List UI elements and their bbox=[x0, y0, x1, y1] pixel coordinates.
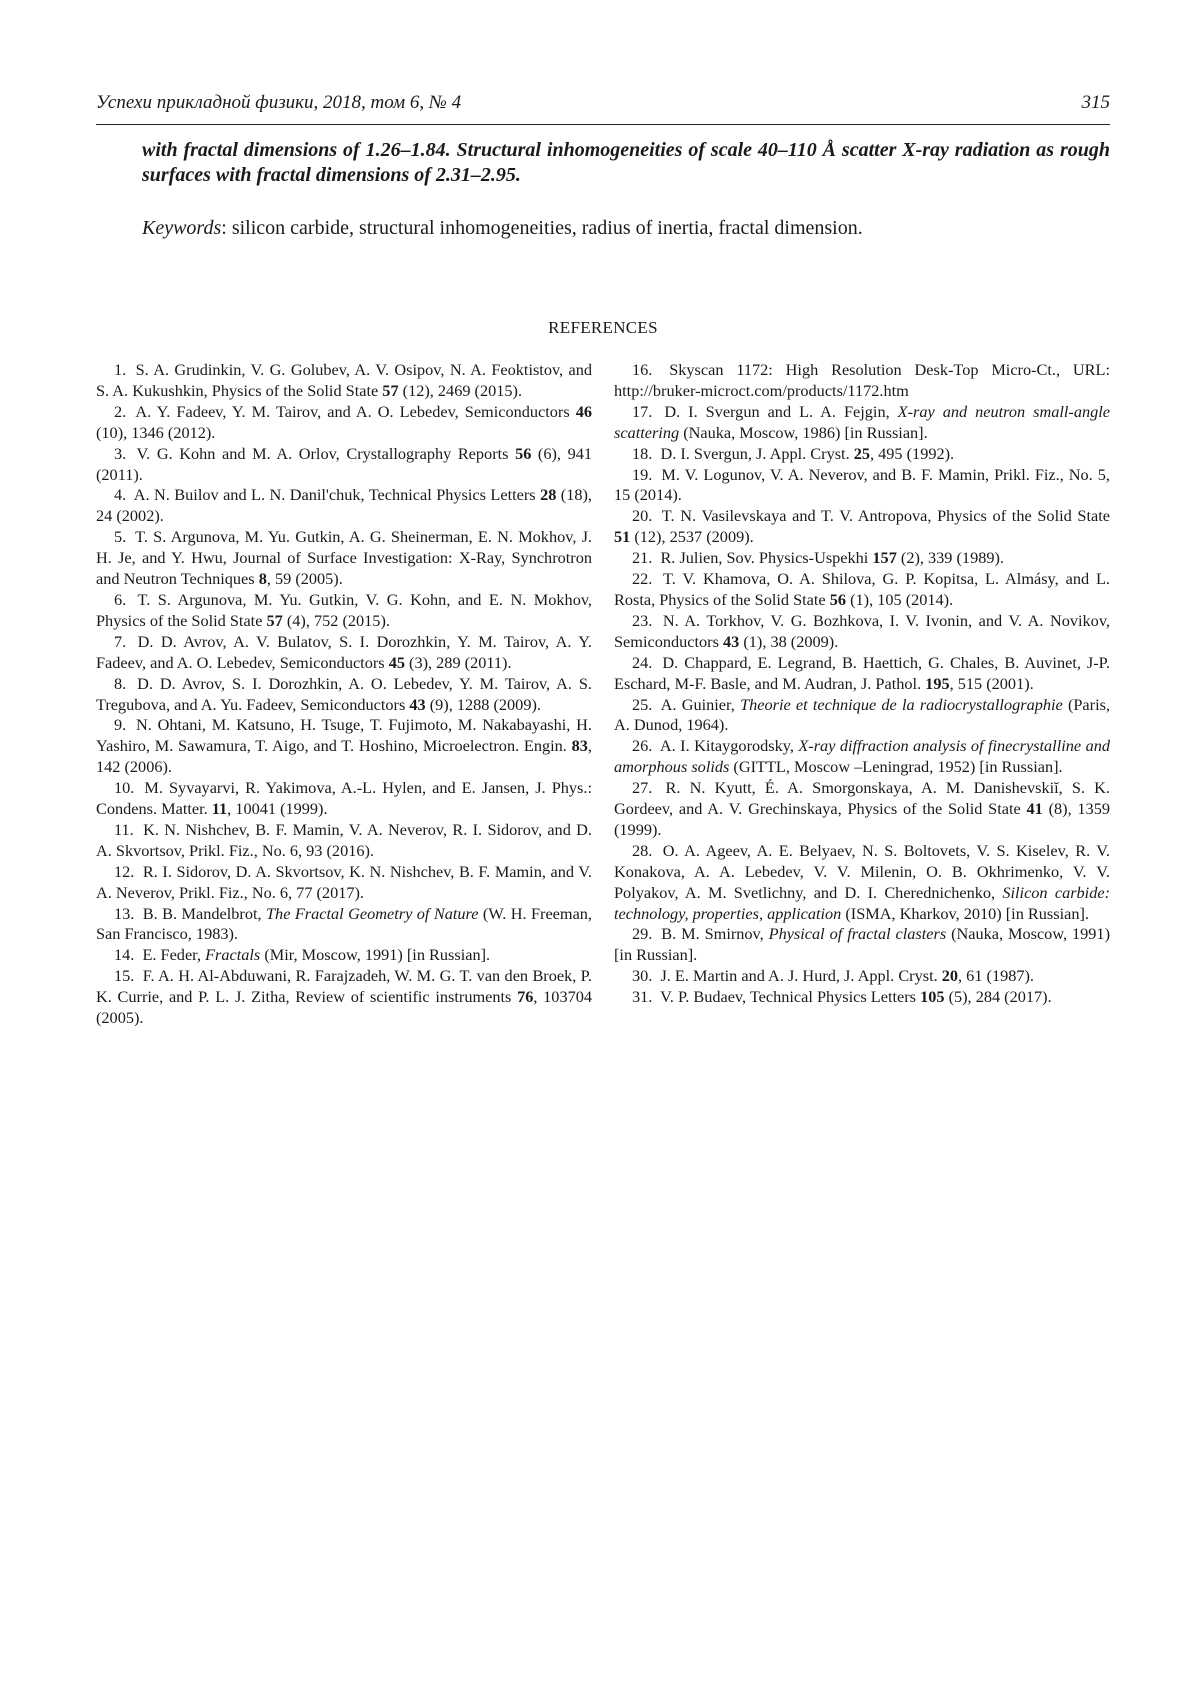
reference-num: 24. bbox=[632, 653, 656, 672]
reference-item bbox=[614, 548, 1110, 569]
reference-post: (1), 105 (2014). bbox=[846, 590, 953, 609]
reference-bold: 45 bbox=[389, 653, 405, 672]
reference-pre: A. I. Kitaygorodsky, bbox=[660, 736, 798, 755]
reference-num: 5. bbox=[114, 527, 130, 546]
reference-post: (10), 1346 (2012). bbox=[96, 423, 215, 442]
reference-bold: 157 bbox=[872, 548, 896, 567]
reference-pre: T. S. Argunova, M. Yu. Gutkin, V. G. Kohn, and E. N. Mokhov, Physics of the Solid State bbox=[96, 590, 592, 630]
reference-post: (9), 1288 (2009). bbox=[426, 695, 541, 714]
reference-post: (4), 752 (2015). bbox=[283, 611, 390, 630]
reference-num: 6. bbox=[114, 590, 130, 609]
reference-num: 16. bbox=[632, 360, 656, 379]
reference-num: 29. bbox=[632, 924, 656, 943]
reference-num: 9. bbox=[114, 715, 130, 734]
references-title: REFERENCES bbox=[96, 318, 1110, 338]
reference-num: 28. bbox=[632, 841, 656, 860]
reference-post: , 142 (2006). bbox=[96, 736, 592, 776]
reference-italic: Silicon carbide: technology, properties, application bbox=[614, 883, 1110, 923]
reference-pre: E. Feder, bbox=[142, 945, 205, 964]
reference-item bbox=[96, 444, 592, 486]
reference-italic: Theorie et technique de la radiocrystallographie bbox=[740, 695, 1063, 714]
reference-post: (ISMA, Kharkov, 2010) [in Russian]. bbox=[841, 904, 1089, 923]
keywords bbox=[142, 216, 1110, 241]
reference-post: (1), 38 (2009). bbox=[739, 632, 838, 651]
reference-item bbox=[96, 715, 592, 778]
reference-post: , 495 (1992). bbox=[870, 444, 954, 463]
reference-num: 2. bbox=[114, 402, 130, 421]
reference-num: 13. bbox=[114, 904, 138, 923]
reference-post: (GITTL, Moscow –Leningrad, 1952) [in Russian]. bbox=[729, 757, 1062, 776]
reference-pre: D. D. Avrov, S. I. Dorozhkin, A. O. Lebedev, Y. M. Tairov, A. S. Tregubova, and A. Yu. Fadeev, Semiconductors bbox=[96, 674, 592, 714]
reference-italic: Fractals bbox=[205, 945, 260, 964]
reference-bold: 83 bbox=[572, 736, 588, 755]
reference-bold: 43 bbox=[409, 695, 425, 714]
reference-item bbox=[614, 569, 1110, 611]
reference-bold: 76 bbox=[517, 987, 533, 1006]
reference-post: , 10041 (1999). bbox=[227, 799, 327, 818]
reference-item bbox=[614, 778, 1110, 841]
reference-item bbox=[614, 695, 1110, 737]
reference-post: , 61 (1987). bbox=[958, 966, 1034, 985]
reference-bold: 56 bbox=[515, 444, 531, 463]
keywords-text: : silicon carbide, structural inhomogeneities, radius of inertia, fractal dimension. bbox=[221, 217, 862, 239]
reference-pre: D. I. Svergun, J. Appl. Cryst. bbox=[660, 444, 853, 463]
reference-post: (Nauka, Moscow, 1986) [in Russian]. bbox=[679, 423, 928, 442]
reference-item bbox=[96, 778, 592, 820]
reference-post: (12), 2537 (2009). bbox=[630, 527, 753, 546]
reference-item bbox=[96, 945, 592, 966]
reference-pre: A. N. Builov and L. N. Danil'chuk, Technical Physics Letters bbox=[134, 485, 540, 504]
reference-post: (5), 284 (2017). bbox=[945, 987, 1052, 1006]
reference-pre: T. S. Argunova, M. Yu. Gutkin, A. G. Sheinerman, E. N. Mokhov, J. H. Je, and Y. Hwu, Journal of Surface Investigation: X-Ray, Synchrotron and Neutron Techniques bbox=[96, 527, 592, 588]
reference-post: (2), 339 (1989). bbox=[897, 548, 1004, 567]
reference-item bbox=[96, 862, 592, 904]
reference-bold: 8 bbox=[259, 569, 267, 588]
reference-pre: F. A. H. Al-Abduwani, R. Farajzadeh, W. M. G. T. van den Broek, P. K. Currie, and P. L. J. Zitha, Review of scientific instruments bbox=[96, 966, 592, 1006]
reference-bold: 57 bbox=[382, 381, 398, 400]
reference-bold: 28 bbox=[540, 485, 556, 504]
reference-pre: O. A. Ageev, A. E. Belyaev, N. S. Boltovets, V. S. Kiselev, R. V. Konakova, A. A. Lebedev, V. V. Milenin, O. B. Okhrimenko, V. V. Polyakov, A. M. Svetlichny, and D. I. Cherednichenko, bbox=[614, 841, 1110, 902]
reference-item bbox=[614, 611, 1110, 653]
reference-item bbox=[614, 360, 1110, 402]
reference-num: 23. bbox=[632, 611, 656, 630]
reference-post: (12), 2469 (2015). bbox=[399, 381, 522, 400]
reference-pre: R. Julien, Sov. Physics-Uspekhi bbox=[660, 548, 872, 567]
reference-pre: N. Ohtani, M. Katsuno, H. Tsuge, T. Fujimoto, M. Nakabayashi, H. Yashiro, M. Sawamura, T. Aigo, and T. Hoshino, Microelectron. Engin. bbox=[96, 715, 592, 755]
reference-num: 12. bbox=[114, 862, 138, 881]
reference-italic: Physical of fractal clasters bbox=[769, 924, 947, 943]
abstract-text: with fractal dimensions of 1.26–1.84. Structural inhomogeneities of scale 40–110 Å scatter X-ray radiation as rough surfaces with fractal dimensions of 2.31–2.95. bbox=[142, 138, 1110, 188]
reference-num: 21. bbox=[632, 548, 656, 567]
reference-item bbox=[96, 820, 592, 862]
reference-post: , 59 (2005). bbox=[267, 569, 343, 588]
reference-bold: 195 bbox=[925, 674, 949, 693]
reference-item bbox=[614, 841, 1110, 925]
reference-num: 20. bbox=[632, 506, 656, 525]
reference-bold: 41 bbox=[1027, 799, 1043, 818]
reference-item bbox=[96, 674, 592, 716]
reference-bold: 105 bbox=[920, 987, 944, 1006]
reference-pre: S. A. Grudinkin, V. G. Golubev, A. V. Osipov, N. A. Feoktistov, and S. A. Kukushkin, Physics of the Solid State bbox=[96, 360, 592, 400]
reference-num: 25. bbox=[632, 695, 656, 714]
reference-item bbox=[96, 904, 592, 946]
reference-bold: 20 bbox=[942, 966, 958, 985]
reference-item bbox=[96, 590, 592, 632]
reference-pre: D. I. Svergun and L. A. Fejgin, bbox=[664, 402, 897, 421]
reference-num: 4. bbox=[114, 485, 130, 504]
reference-bold: 51 bbox=[614, 527, 630, 546]
reference-italic: X-ray diffraction analysis of finecrystalline and amorphous solids bbox=[614, 736, 1110, 776]
reference-num: 19. bbox=[632, 465, 656, 484]
reference-pre: A. Guinier, bbox=[661, 695, 740, 714]
keywords-label: Keywords bbox=[142, 217, 221, 239]
reference-pre: M. Syvayarvi, R. Yakimova, A.-L. Hylen, and E. Jansen, J. Phys.: Condens. Matter. bbox=[96, 778, 592, 818]
reference-item bbox=[96, 632, 592, 674]
reference-item bbox=[96, 527, 592, 590]
reference-num: 7. bbox=[114, 632, 130, 651]
reference-num: 10. bbox=[114, 778, 138, 797]
reference-pre: D. Chappard, E. Legrand, B. Haettich, G. Chales, B. Auvinet, J-P. Eschard, M-F. Basle, and M. Audran, J. Pathol. bbox=[614, 653, 1110, 693]
reference-pre: R. I. Sidorov, D. A. Skvortsov, K. N. Nishchev, B. F. Mamin, and V. A. Neverov, Prikl. Fiz., No. 6, 77 (2017). bbox=[96, 862, 592, 902]
reference-num: 26. bbox=[632, 736, 656, 755]
reference-num: 11. bbox=[114, 820, 138, 839]
reference-pre: V. G. Kohn and M. A. Orlov, Crystallography Reports bbox=[137, 444, 516, 463]
reference-num: 18. bbox=[632, 444, 656, 463]
reference-italic: X-ray and neutron small-angle scattering bbox=[614, 402, 1110, 442]
reference-item bbox=[96, 966, 592, 1029]
reference-item bbox=[614, 736, 1110, 778]
reference-post: (18), 24 (2002). bbox=[96, 485, 592, 525]
reference-post: (Mir, Moscow, 1991) [in Russian]. bbox=[260, 945, 490, 964]
reference-pre: T. N. Vasilevskaya and T. V. Antropova, Physics of the Solid State bbox=[662, 506, 1110, 525]
reference-num: 27. bbox=[632, 778, 656, 797]
running-head bbox=[96, 92, 1110, 118]
reference-post: (W. H. Freeman, San Francisco, 1983). bbox=[96, 904, 592, 944]
reference-pre: J. E. Martin and A. J. Hurd, J. Appl. Cryst. bbox=[660, 966, 941, 985]
reference-item bbox=[96, 360, 592, 402]
reference-item bbox=[614, 966, 1110, 987]
reference-pre: D. D. Avrov, A. V. Bulatov, S. I. Dorozhkin, Y. M. Tairov, A. Y. Fadeev, and A. O. Lebedev, Semiconductors bbox=[96, 632, 592, 672]
reference-post: (6), 941 (2011). bbox=[96, 444, 592, 484]
page bbox=[96, 0, 1110, 1697]
reference-pre: N. A. Torkhov, V. G. Bozhkova, I. V. Ivonin, and V. A. Novikov, Semiconductors bbox=[614, 611, 1110, 651]
reference-item bbox=[96, 402, 592, 444]
reference-item bbox=[96, 485, 592, 527]
reference-post: (3), 289 (2011). bbox=[405, 653, 512, 672]
reference-item bbox=[614, 653, 1110, 695]
journal-title: Успехи прикладной физики, 2018, том 6, № 4 bbox=[96, 92, 461, 114]
reference-item bbox=[614, 402, 1110, 444]
reference-pre: R. N. Kyutt, É. A. Smorgonskaya, A. M. Danishevskiĭ, S. K. Gordeev, and A. V. Grechinskaya, Physics of the Solid State bbox=[614, 778, 1110, 818]
reference-num: 8. bbox=[114, 674, 130, 693]
reference-pre: Skyscan 1172: High Resolution Desk-Top Micro-Ct., URL: http://bruker-microct.com/products/1172.htm bbox=[614, 360, 1110, 400]
reference-pre: B. B. Mandelbrot, bbox=[143, 904, 266, 923]
reference-item bbox=[614, 987, 1110, 1008]
reference-item bbox=[614, 444, 1110, 465]
reference-bold: 43 bbox=[723, 632, 739, 651]
reference-italic: The Fractal Geometry of Nature bbox=[266, 904, 478, 923]
references-column-left bbox=[96, 360, 592, 1029]
reference-post: (8), 1359 (1999). bbox=[614, 799, 1110, 839]
reference-item bbox=[614, 465, 1110, 507]
page-number: 315 bbox=[1082, 92, 1111, 114]
reference-pre: T. V. Khamova, O. A. Shilova, G. P. Kopitsa, L. Almásy, and L. Rosta, Physics of the Solid State bbox=[614, 569, 1110, 609]
reference-num: 22. bbox=[632, 569, 656, 588]
reference-bold: 56 bbox=[830, 590, 846, 609]
reference-pre: V. P. Budaev, Technical Physics Letters bbox=[660, 987, 920, 1006]
reference-num: 30. bbox=[632, 966, 656, 985]
header-divider bbox=[96, 124, 1110, 125]
reference-item bbox=[614, 506, 1110, 548]
reference-num: 17. bbox=[632, 402, 656, 421]
reference-post: (Paris, A. Dunod, 1964). bbox=[614, 695, 1110, 735]
reference-pre: M. V. Logunov, V. A. Neverov, and B. F. Mamin, Prikl. Fiz., No. 5, 15 (2014). bbox=[614, 465, 1110, 505]
references-column-right bbox=[614, 360, 1110, 1008]
reference-pre: B. M. Smirnov, bbox=[661, 924, 768, 943]
reference-num: 14. bbox=[114, 945, 138, 964]
reference-bold: 25 bbox=[854, 444, 870, 463]
reference-bold: 46 bbox=[576, 402, 592, 421]
reference-post: (Nauka, Moscow, 1991) [in Russian]. bbox=[614, 924, 1110, 964]
reference-bold: 11 bbox=[212, 799, 227, 818]
reference-pre: A. Y. Fadeev, Y. M. Tairov, and A. O. Lebedev, Semiconductors bbox=[135, 402, 575, 421]
reference-num: 1. bbox=[114, 360, 130, 379]
reference-pre: K. N. Nishchev, B. F. Mamin, V. A. Neverov, R. I. Sidorov, and D. A. Skvortsov, Prikl. Fiz., No. 6, 93 (2016). bbox=[96, 820, 592, 860]
reference-post: , 103704 (2005). bbox=[96, 987, 592, 1027]
reference-item bbox=[614, 924, 1110, 966]
reference-bold: 57 bbox=[267, 611, 283, 630]
reference-num: 15. bbox=[114, 966, 138, 985]
reference-num: 3. bbox=[114, 444, 130, 463]
reference-post: , 515 (2001). bbox=[950, 674, 1034, 693]
reference-num: 31. bbox=[632, 987, 656, 1006]
